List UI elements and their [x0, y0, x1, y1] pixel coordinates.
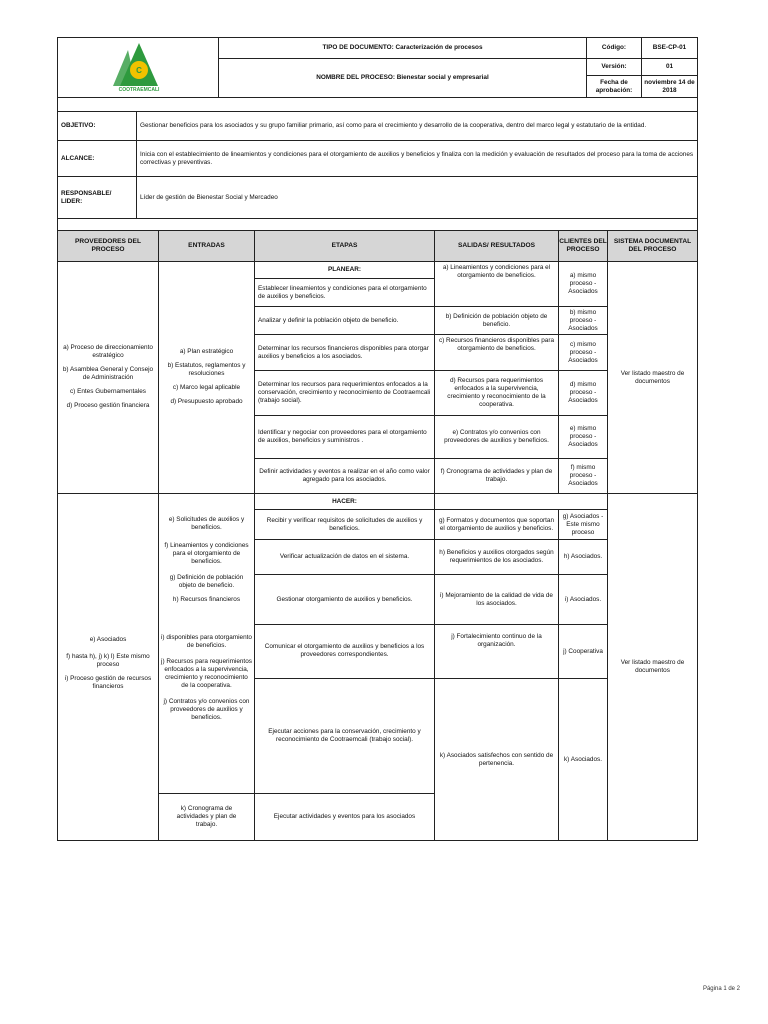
col-salidas: SALIDAS/ RESULTADOS	[434, 230, 559, 262]
fecha-value: noviembre 14 de 2018	[641, 75, 698, 98]
planear-proveedor: d) Proceso gestión financiera	[66, 402, 150, 409]
col-clientes: CLIENTES DEL PROCESO	[558, 230, 608, 262]
hacer-entrada: j) Contratos y/o convenios con proveedores de auxilios y beneficios.	[163, 698, 250, 721]
spacer-row	[57, 97, 698, 112]
planear-cliente: a) mismo proceso - Asociados	[558, 261, 608, 307]
planear-title: PLANEAR:	[254, 261, 435, 279]
version-value: 01	[641, 58, 698, 76]
hacer-salida: k) Asociados satisfechos con sentido de pertenencia.	[434, 678, 559, 841]
planear-salida: a) Lineamientos y condiciones para el otorgamiento de beneficios.	[434, 261, 559, 307]
hacer-proveedor: f) hasta h), j) k) l) Este mismo proceso	[66, 653, 150, 668]
planear-sistema: Ver listado maestro de documentos	[607, 261, 698, 494]
planear-etapa: Definir actividades y eventos a realizar en el año como valor agregado para los asociados.	[254, 458, 435, 494]
hacer-cliente: i) Asociados.	[558, 574, 608, 625]
planear-cliente: c) mismo proceso - Asociados	[558, 334, 608, 371]
planear-entrada: c) Marco legal aplicable	[172, 384, 241, 391]
planear-etapa: Analizar y definir la población objeto de beneficio.	[254, 306, 435, 335]
planear-entrada: b) Estatutos, reglamentos y resoluciones	[167, 362, 246, 377]
planear-proveedores-cell	[57, 261, 159, 494]
hacer-entrada: j) Recursos para requerimientos enfocados a la supervivencia, crecimiento y reconocimiento de la cooperativa.	[161, 658, 252, 689]
col-entradas: ENTRADAS	[158, 230, 255, 262]
planear-entrada: a) Plan estratégico	[179, 348, 234, 355]
hacer-etapa: Comunicar el otorgamiento de auxilios y beneficios a los proveedores correspondientes.	[254, 624, 435, 679]
hacer-cliente: j) Cooperativa	[558, 624, 608, 679]
hacer-etapa: Gestionar otorgamiento de auxilios y beneficios.	[254, 574, 435, 625]
hacer-entrada: f) Lineamientos y condiciones para el otorgamiento de beneficios.	[164, 542, 249, 565]
planear-salida: d) Recursos para requerimientos enfocados a la supervivencia, crecimiento y reconocimiento de la cooperativa.	[434, 370, 559, 416]
planear-entradas-cell	[158, 261, 255, 494]
col-proveedores: PROVEEDORES DEL PROCESO	[57, 230, 159, 262]
hacer-cliente: g) Asociados - Este mismo proceso	[558, 509, 608, 540]
planear-cliente: e) mismo proceso - Asociados	[558, 415, 608, 459]
planear-proveedor: c) Entes Gubernamentales	[69, 388, 147, 395]
hacer-entrada: h) Recursos financieros	[172, 596, 241, 603]
page-number: Página 1 de 2	[702, 986, 740, 992]
codigo-label: Código:	[586, 37, 642, 59]
responsable-label: RESPONSABLE/ LIDER:	[57, 176, 137, 219]
hacer-proveedor: e) Asociados	[89, 636, 127, 643]
hacer-salida: h) Beneficios y auxilios otorgados según requerimientos de los asociados.	[434, 539, 559, 575]
responsable-text: Líder de gestión de Bienestar Social y Mercadeo	[136, 176, 698, 219]
planear-salida: c) Recursos financieros disponibles para otorgamiento de beneficios.	[434, 334, 559, 371]
planear-etapa: Identificar y negociar con proveedores para el otorgamiento de auxilios, beneficios y suministros .	[254, 415, 435, 459]
alcance-label: ALCANCE:	[57, 140, 137, 177]
planear-salida: b) Definición de población objeto de beneficio.	[434, 306, 559, 335]
fecha-label: Fecha de aprobación:	[586, 75, 642, 98]
planear-etapa: Determinar los recursos financieros disponibles para otorgar auxilios y beneficios a los asociados.	[254, 334, 435, 371]
planear-salida: f) Cronograma de actividades y plan de trabajo.	[434, 458, 559, 494]
hacer-entrada: g) Definición de población objeto de beneficio.	[169, 574, 244, 589]
planear-cliente: b) mismo proceso - Asociados	[558, 306, 608, 335]
planear-proveedor: a) Proceso de direccionamiento estratégico	[63, 344, 153, 359]
objetivo-label: OBJETIVO:	[57, 111, 137, 141]
hacer-entrada: e) Solicitudes de auxilios y beneficios.	[168, 516, 245, 531]
hacer-entradas-cell	[158, 493, 255, 794]
hacer-sistema: Ver listado maestro de documentos	[607, 493, 698, 841]
hacer-entrada: k) Cronograma de actividades y plan de trabajo.	[158, 793, 255, 841]
hacer-cliente: h) Asociados.	[558, 539, 608, 575]
logo-text: COOTRAEMCALI	[118, 87, 160, 93]
planear-proveedor: b) Asamblea General y Consejo de Administración	[62, 366, 154, 381]
svg-text:C: C	[136, 66, 142, 75]
header-logo-cell	[57, 37, 219, 98]
tipo-documento: TIPO DE DOCUMENTO: Caracterización de procesos	[218, 37, 587, 59]
alcance-text: Inicia con el establecimiento de lineamientos y condiciones para el otorgamiento de auxilios y beneficios y finaliza con la medición y evaluación de resultados del proceso para la toma de acciones correctivas y preventivas.	[136, 140, 698, 177]
hacer-cliente: k) Asociados.	[558, 678, 608, 841]
col-sistema: SISTEMA DOCUMENTAL DEL PROCESO	[607, 230, 698, 262]
planear-entrada: d) Presupuesto aprobado	[170, 398, 243, 405]
hacer-title: HACER:	[254, 493, 435, 510]
hacer-etapa: Recibir y verificar requisitos de solicitudes de auxilios y beneficios.	[254, 509, 435, 540]
hacer-salida: j) Fortalecimiento continuo de la organización.	[434, 624, 559, 679]
hacer-salida: g) Formatos y documentos que soportan el otorgamiento de auxilios y beneficios.	[434, 509, 559, 540]
hacer-etapa: Ejecutar acciones para la conservación, crecimiento y reconocimiento de Cootraemcali (trabajo social).	[254, 678, 435, 794]
nombre-proceso: NOMBRE DEL PROCESO: Bienestar social y empresarial	[218, 58, 587, 98]
hacer-salida: i) Mejoramiento de la calidad de vida de los asociados.	[434, 574, 559, 625]
hacer-etapa: Verificar actualización de datos en el sistema.	[254, 539, 435, 575]
planear-cliente: d) mismo proceso - Asociados	[558, 370, 608, 416]
col-etapas: ETAPAS	[254, 230, 435, 262]
version-label: Versión:	[586, 58, 642, 76]
planear-cliente: f) mismo proceso - Asociados	[558, 458, 608, 494]
planear-etapa: Establecer lineamientos y condiciones para el otorgamiento de auxilios y beneficios.	[254, 278, 435, 307]
hacer-proveedor: i) Proceso gestión de recursos financieros	[64, 675, 152, 690]
hacer-etapa: Ejecutar actividades y eventos para los asociados	[254, 793, 435, 841]
codigo-value: BSE-CP-01	[641, 37, 698, 59]
hacer-entrada: i) disponibles para otorgamiento de beneficios.	[161, 634, 252, 649]
planear-etapa: Determinar los recursos para requerimientos enfocados a la conservación, crecimiento y reconocimiento de Cootraemcali (trabajo social).	[254, 370, 435, 416]
hacer-proveedores-cell	[57, 493, 159, 841]
objetivo-text: Gestionar beneficios para los asociados y su grupo familiar primario, así como para el crecimiento y desarrollo de la cooperativa, dentro del marco legal y estatutario de la entidad.	[136, 111, 698, 141]
planear-salida: e) Contratos y/o convenios con proveedores de auxilios y beneficios.	[434, 415, 559, 459]
